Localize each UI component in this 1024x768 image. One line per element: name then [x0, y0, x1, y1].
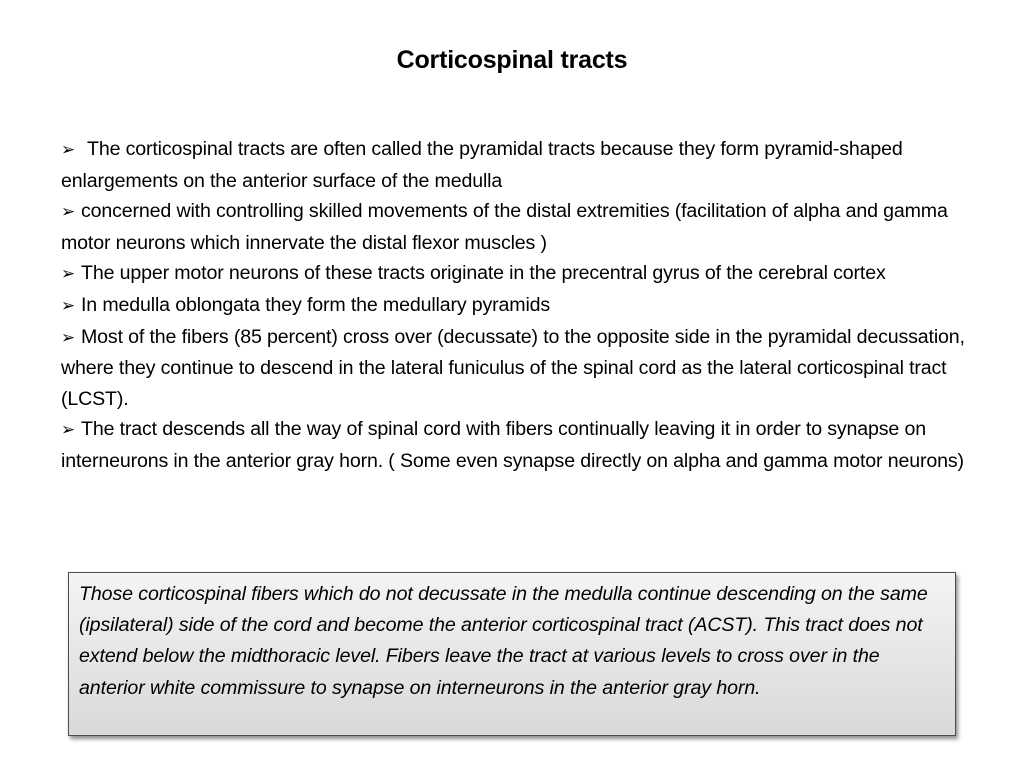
note-box — [68, 572, 956, 736]
bullet-item — [61, 414, 981, 476]
bullet-item — [61, 258, 981, 290]
arrow-bullet-icon: ➢ — [61, 327, 76, 348]
bullet-item — [61, 290, 981, 322]
bullet-item — [61, 134, 981, 196]
arrow-bullet-icon: ➢ — [61, 264, 76, 285]
arrow-bullet-icon: ➢ — [61, 420, 76, 441]
arrow-bullet-icon: ➢ — [61, 295, 76, 316]
bullet-text: The tract descends all the way of spinal cord with fibers continually leaving it in order to synapse on interneurons in the anterior gray horn. ( Some even synapse directly on alpha and gamma motor neurons) — [61, 418, 964, 472]
arrow-bullet-icon: ➢ — [61, 202, 76, 223]
note-text: Those corticospinal fibers which do not decussate in the medulla continue descending on the same (ipsilateral) side of the cord and become the anterior corticospinal tract (ACST). This tract does not extend below the midthoracic level. Fibers leave the tract at various levels to cross over in the anterior white commissure to synapse on interneurons in the anterior gray horn. — [79, 583, 928, 699]
bullet-text: concerned with controlling skilled movements of the distal extremities (facilitation of alpha and gamma motor neurons which innervate the distal flexor muscles ) — [61, 200, 948, 254]
bullet-text: The upper motor neurons of these tracts originate in the precentral gyrus of the cerebral cortex — [81, 262, 886, 285]
bullet-list — [61, 134, 981, 477]
bullet-item — [61, 196, 981, 258]
bullet-text: The corticospinal tracts are often called the pyramidal tracts because they form pyramid-shaped enlargements on the anterior surface of the medulla — [61, 138, 903, 192]
bullet-item — [61, 322, 981, 415]
bullet-text: Most of the fibers (85 percent) cross over (decussate) to the opposite side in the pyramidal decussation, where they continue to descend in the lateral funiculus of the spinal cord as the lateral corticospinal tract (LCST). — [61, 325, 965, 410]
bullet-text: In medulla oblongata they form the medullary pyramids — [81, 293, 551, 316]
slide-title: Corticospinal tracts — [396, 46, 628, 74]
arrow-bullet-icon: ➢ — [61, 140, 76, 160]
